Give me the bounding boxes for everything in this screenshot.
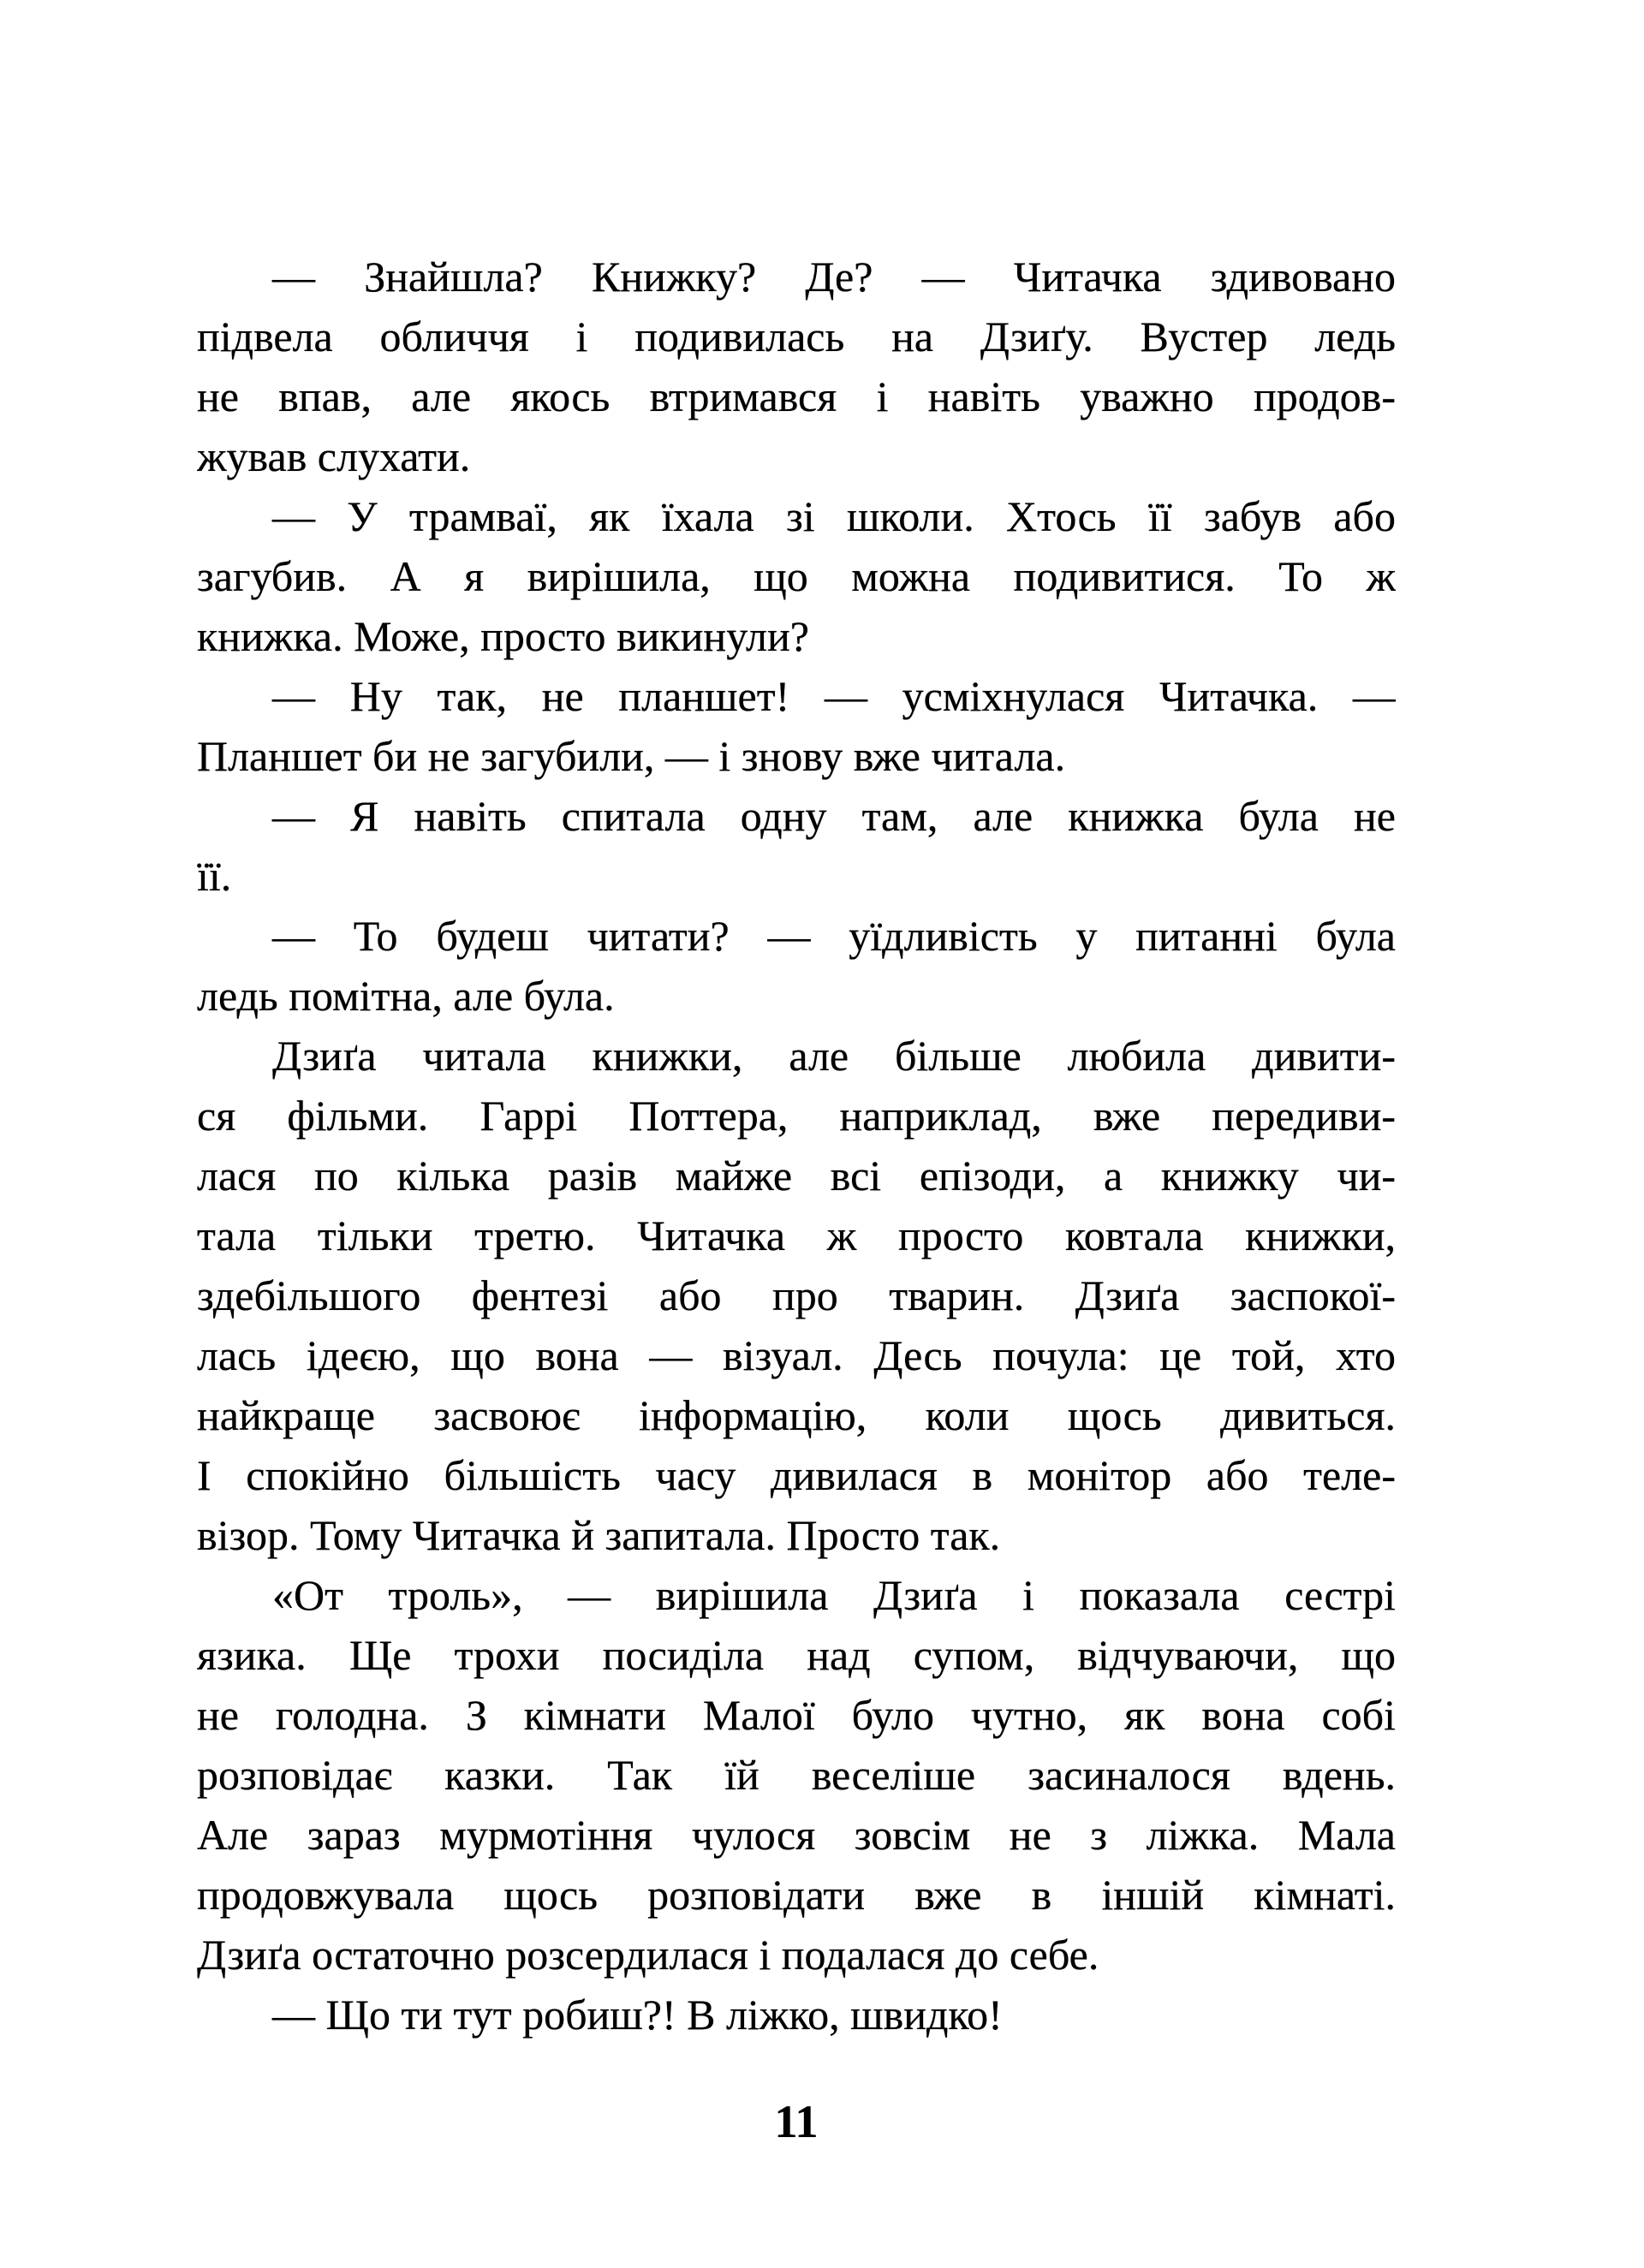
text-line: — То будеш читати? — уїдливість у питанні була — [272, 912, 1396, 960]
text-line: ледь помітна, але була. — [197, 972, 615, 1020]
page-text — [197, 247, 1396, 2045]
text-line: Дзиґа остаточно розсердилася і подалася до себе. — [197, 1931, 1099, 1979]
text-line: візор. Тому Читачка й запитала. Просто так. — [197, 1511, 1001, 1559]
text-line: книжка. Може, просто викинули? — [197, 612, 809, 660]
text-line: її. — [197, 852, 232, 900]
text-line: — У трамваї, як їхала зі школи. Хтось її забув або — [272, 492, 1396, 540]
text-line: Планшет би не загубили, — і знову вже читала. — [197, 732, 1066, 780]
text-line: лася по кілька разів майже всі епізоди, а книжку чи- — [197, 1152, 1396, 1199]
paragraph — [197, 1026, 1396, 1565]
text-line: жував слухати. — [197, 432, 471, 480]
paragraph — [197, 247, 1396, 486]
page-number: 11 — [774, 2096, 819, 2147]
paragraph — [197, 666, 1396, 786]
text-line: загубив. А я вирішила, що можна подивитися. То ж — [197, 552, 1396, 600]
paragraph — [197, 906, 1396, 1026]
text-line: не впав, але якось втримався і навіть уважно продов- — [197, 372, 1396, 420]
text-line: Але зараз мурмотіння чулося зовсім не з ліжка. Мала — [197, 1811, 1396, 1859]
text-line: язика. Ще трохи посиділа над супом, відчуваючи, що — [197, 1631, 1396, 1679]
paragraph — [197, 486, 1396, 666]
text-line: не голодна. З кімнати Малої було чутно, як вона собі — [197, 1691, 1396, 1739]
text-line: — Що ти тут робиш?! В ліжко, швидко! — [272, 1991, 1003, 2039]
text-line: — Знайшла? Книжку? Де? — Читачка здивовано — [272, 253, 1396, 301]
text-line: ся фільми. Гаррі Поттера, наприклад, вже передиви- — [197, 1092, 1396, 1140]
paragraph — [197, 1565, 1396, 1985]
text-line: лась ідеєю, що вона — візуал. Десь почула: це той, хто — [197, 1331, 1396, 1379]
text-line: тала тільки третю. Читачка ж просто ковтала книжки, — [197, 1211, 1396, 1259]
text-line: здебільшого фентезі або про тварин. Дзиґа заспокої- — [197, 1271, 1396, 1319]
text-line: підвела обличчя і подивилась на Дзиґу. Вустер ледь — [197, 313, 1396, 360]
text-line: продовжувала щось розповідати вже в іншій кімнаті. — [197, 1871, 1396, 1919]
text-line: Дзиґа читала книжки, але більше любила дивити- — [272, 1032, 1396, 1080]
paragraph — [197, 786, 1396, 906]
text-line: розповідає казки. Так їй веселіше засиналося вдень. — [197, 1751, 1396, 1799]
text-line: І спокійно більшість часу дивилася в монітор або теле- — [197, 1451, 1396, 1499]
paragraph — [197, 1985, 1396, 2045]
text-line: «От троль», — вирішила Дзиґа і показала сестрі — [272, 1571, 1396, 1619]
text-line: найкраще засвоює інформацію, коли щось дивиться. — [197, 1391, 1396, 1439]
text-line: — Я навіть спитала одну там, але книжка була не — [272, 792, 1396, 840]
text-line: — Ну так, не планшет! — усміхнулася Читачка. — — [272, 672, 1396, 720]
